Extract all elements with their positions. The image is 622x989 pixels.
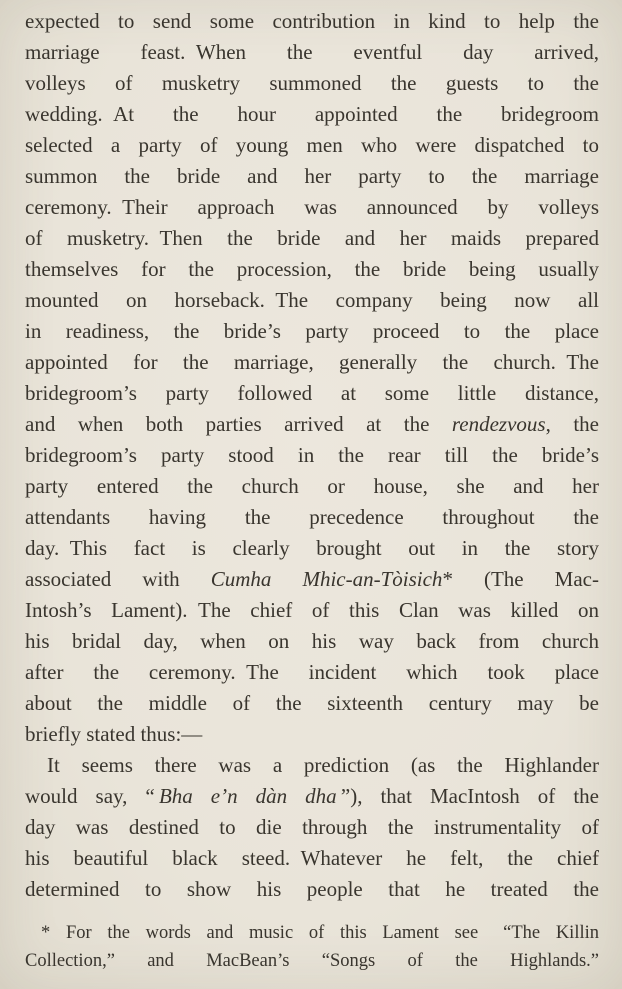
text-line [25, 812, 599, 843]
text-segment: and when both parties arrived at the [25, 412, 452, 436]
italic-phrase: rendezvous [451, 412, 546, 436]
italic-phrase: Bha e’n dàn dha [158, 784, 337, 808]
text-segment: * (The Mac- [442, 567, 599, 591]
text-segment: It seems there was a prediction (as the Highlander [47, 753, 599, 777]
text-segment: of musketry. Then the bride and her maids prepared [25, 226, 599, 250]
text-segment: day was destined to die through the instrumentality of [25, 815, 599, 839]
text-segment: would say, “ [25, 784, 159, 808]
text-segment: determined to show his people that he treated the [25, 877, 599, 901]
text-line [25, 254, 599, 285]
text-line [25, 440, 599, 471]
text-line [25, 223, 599, 254]
text-line [25, 719, 599, 750]
text-line [25, 68, 599, 99]
text-segment: Collection,” and MacBean’s “Songs of the Highlands.” [25, 951, 599, 971]
text-segment: bridegroom’s party followed at some little distance, [25, 381, 599, 405]
text-line [25, 626, 599, 657]
text-segment: briefly stated thus:— [25, 722, 203, 746]
text-segment: his beautiful black steed. Whatever he felt, the chief [25, 846, 599, 870]
text-line [25, 843, 599, 874]
text-line [25, 502, 599, 533]
text-segment: ”), that MacIntosh of the [336, 784, 599, 808]
text-line [25, 919, 599, 947]
text-line [25, 130, 599, 161]
text-segment: attendants having the precedence throughout the [25, 505, 599, 529]
text-segment: associated with [25, 567, 211, 591]
text-segment: party entered the church or house, she and her [25, 474, 599, 498]
text-line [25, 564, 599, 595]
text-line [25, 657, 599, 688]
text-segment: day. This fact is clearly brought out in the story [25, 536, 599, 560]
text-line [25, 781, 599, 812]
text-line [25, 316, 599, 347]
text-segment: , the [545, 412, 599, 436]
page-body-text [25, 6, 599, 905]
text-segment: Intosh’s Lament). The chief of this Clan was killed on [25, 598, 599, 622]
text-line [25, 874, 599, 905]
text-segment: selected a party of young men who were dispatched to [25, 133, 599, 157]
text-line [25, 192, 599, 223]
text-segment: expected to send some contribution in kind to help the [25, 9, 599, 33]
text-line [25, 285, 599, 316]
text-line [25, 161, 599, 192]
text-segment: ceremony. Their approach was announced by volleys [25, 195, 599, 219]
text-segment: summon the bride and her party to the marriage [25, 164, 599, 188]
text-line [25, 533, 599, 564]
italic-phrase: Cumha Mhic-an-Tòisich [210, 567, 443, 591]
text-segment: after the ceremony. The incident which took place [25, 660, 599, 684]
text-segment: marriage feast. When the eventful day arrived, [25, 40, 599, 64]
text-line [25, 99, 599, 130]
text-line [25, 750, 599, 781]
text-line [25, 6, 599, 37]
text-line [25, 347, 599, 378]
text-line [25, 409, 599, 440]
text-segment: wedding. At the hour appointed the bridegroom [25, 102, 599, 126]
text-line [25, 37, 599, 68]
text-segment: appointed for the marriage, generally the church. The [25, 350, 599, 374]
text-line [25, 378, 599, 409]
text-segment: volleys of musketry summoned the guests to the [25, 71, 599, 95]
text-segment: mounted on horseback. The company being now all [25, 288, 599, 312]
text-line [25, 947, 599, 975]
footnote [25, 919, 599, 975]
text-segment: his bridal day, when on his way back from church [25, 629, 599, 653]
text-line [25, 471, 599, 502]
text-segment: about the middle of the sixteenth century may be [25, 691, 599, 715]
text-segment: themselves for the procession, the bride being usually [25, 257, 599, 281]
text-line [25, 595, 599, 626]
text-line [25, 688, 599, 719]
text-segment: bridegroom’s party stood in the rear till the bride’s [25, 443, 599, 467]
text-segment: * For the words and music of this Lament see “The Killin [41, 923, 599, 943]
text-segment: in readiness, the bride’s party proceed to the place [25, 319, 599, 343]
